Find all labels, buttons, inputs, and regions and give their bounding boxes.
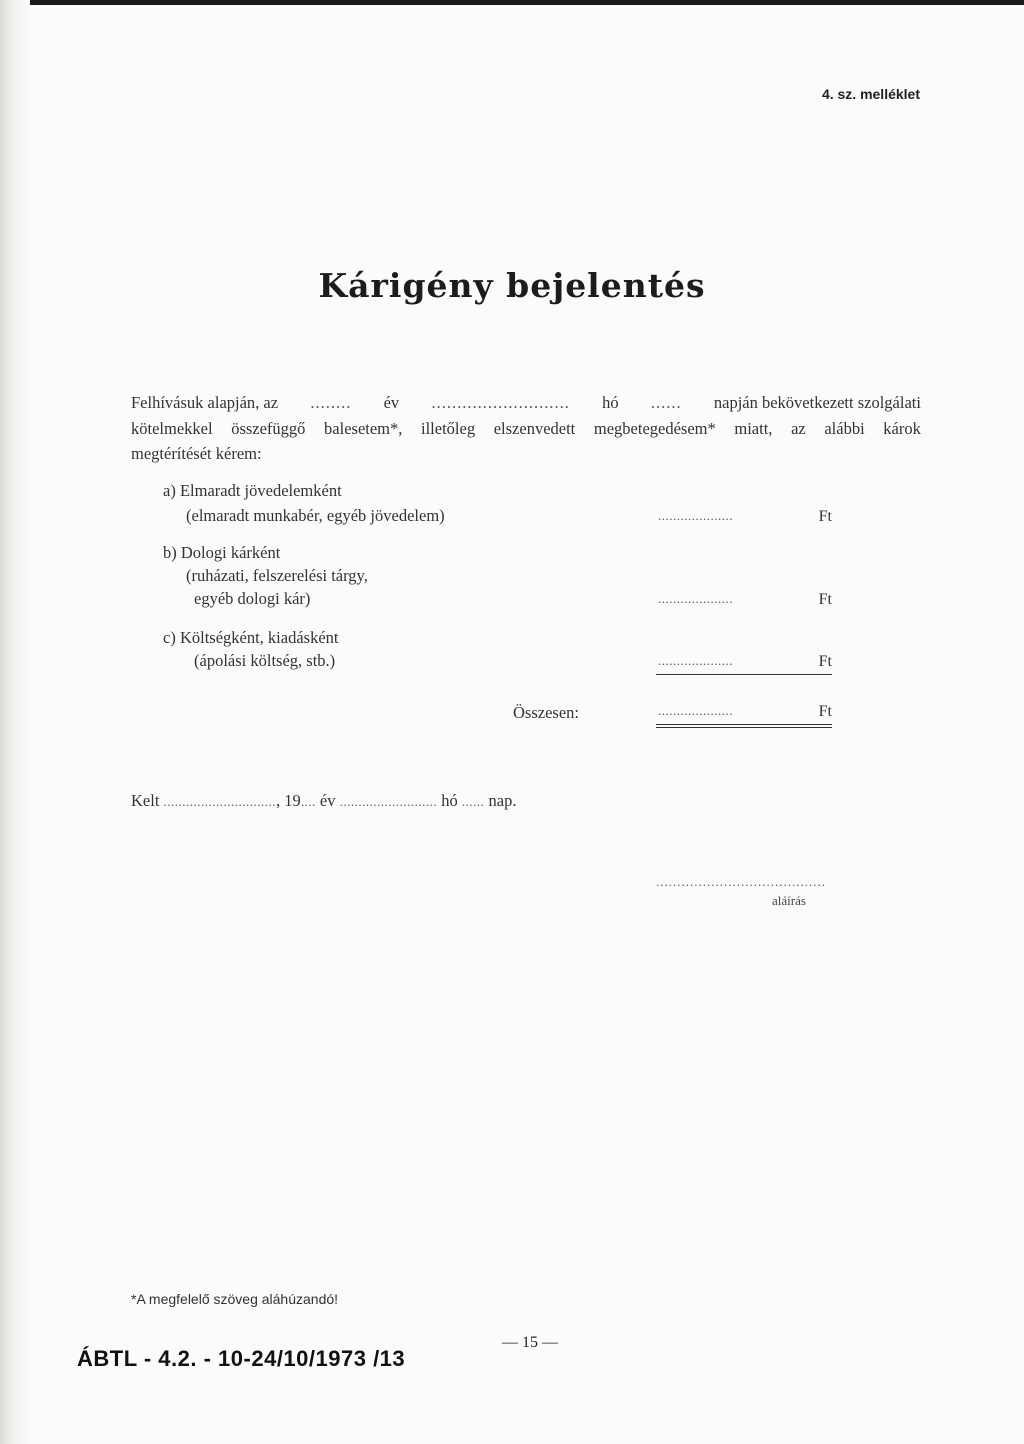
item-c-title: c) Költségként, kiadásként [163, 628, 339, 647]
item-b-amount-field[interactable] [658, 591, 832, 609]
intro-word: az [791, 419, 806, 438]
month-blank[interactable]: .......................... [339, 794, 438, 809]
footnote: *A megfelelő szöveg aláhúzandó! [131, 1291, 339, 1307]
nap-label: nap. [488, 791, 517, 810]
item-c-amount-field[interactable] [658, 653, 832, 671]
item-b-detail-1: (ruházati, felszerelési tárgy, [186, 566, 368, 585]
ho-label: hó [441, 791, 458, 810]
intro-text-e: napján bekövetkezett szolgálati [713, 393, 921, 412]
amount-blank: .................... [658, 703, 733, 718]
item-b-detail-2: egyéb dologi kár) [194, 589, 311, 608]
kelt-label: Kelt [131, 791, 160, 810]
year-prefix: , 19 [276, 791, 301, 810]
amount-blank: .................... [658, 591, 733, 606]
item-a-detail: (elmaradt munkabér, egyéb jövedelem) [186, 506, 445, 525]
ev-label: év [319, 791, 336, 810]
total-label: Összesen: [513, 703, 579, 722]
subtotal-rule [656, 674, 832, 675]
item-c-detail: (ápolási költség, stb.) [194, 651, 336, 670]
intro-text-ev: év [383, 393, 400, 412]
year-blank[interactable]: .... [300, 794, 316, 809]
intro-word: miatt, [734, 419, 773, 438]
item-b-title: b) Dologi kárként [163, 543, 281, 562]
annex-label: 4. sz. melléklet [821, 86, 920, 102]
total-amount-field[interactable] [658, 703, 832, 721]
intro-word: károk [883, 419, 921, 438]
date-line [131, 791, 516, 811]
intro-word: illetőleg [421, 419, 476, 438]
intro-line-2 [131, 419, 921, 439]
document-title: Kárigény bejelentés [318, 266, 706, 305]
amount-blank: .................... [658, 508, 733, 523]
intro-text-l3: megtérítését kérem: [131, 444, 262, 463]
currency-label: Ft [818, 703, 832, 720]
intro-text-ho: hó [602, 393, 619, 412]
day-blank-2: ...... [650, 393, 682, 412]
intro-word: elszenvedett [493, 419, 576, 438]
currency-label: Ft [818, 591, 832, 608]
day-blank[interactable]: ...... [461, 794, 485, 809]
intro-line-1 [131, 393, 921, 413]
place-blank[interactable]: .............................. [163, 794, 277, 809]
signature-line[interactable]: ........................................ [656, 874, 826, 889]
intro-word: alábbi [824, 419, 865, 438]
archive-reference: ÁBTL - 4.2. - 10-24/10/1973 /13 [77, 1346, 406, 1371]
currency-label: Ft [818, 653, 832, 670]
day-blank-1: ........ [310, 393, 352, 412]
currency-label: Ft [818, 508, 832, 525]
month-blank: ........................... [431, 393, 570, 412]
signature-label: aláírás [772, 893, 806, 908]
intro-line-3 [131, 444, 921, 464]
item-a-amount-field[interactable] [658, 508, 832, 526]
intro-word: kötelmekkel [131, 419, 213, 438]
intro-word: balesetem*, [324, 419, 403, 438]
intro-word: összefüggő [231, 419, 306, 438]
scan-top-edge [0, 0, 1024, 5]
amount-blank: .................... [658, 653, 733, 668]
intro-text-a: Felhívásuk alapján, az [131, 393, 279, 412]
total-double-rule [656, 724, 832, 728]
page-number: — 15 — [502, 1334, 558, 1351]
scan-left-edge [0, 0, 30, 1444]
item-a-title: a) Elmaradt jövedelemként [163, 481, 342, 500]
intro-word: megbetegedésem* [593, 419, 716, 438]
